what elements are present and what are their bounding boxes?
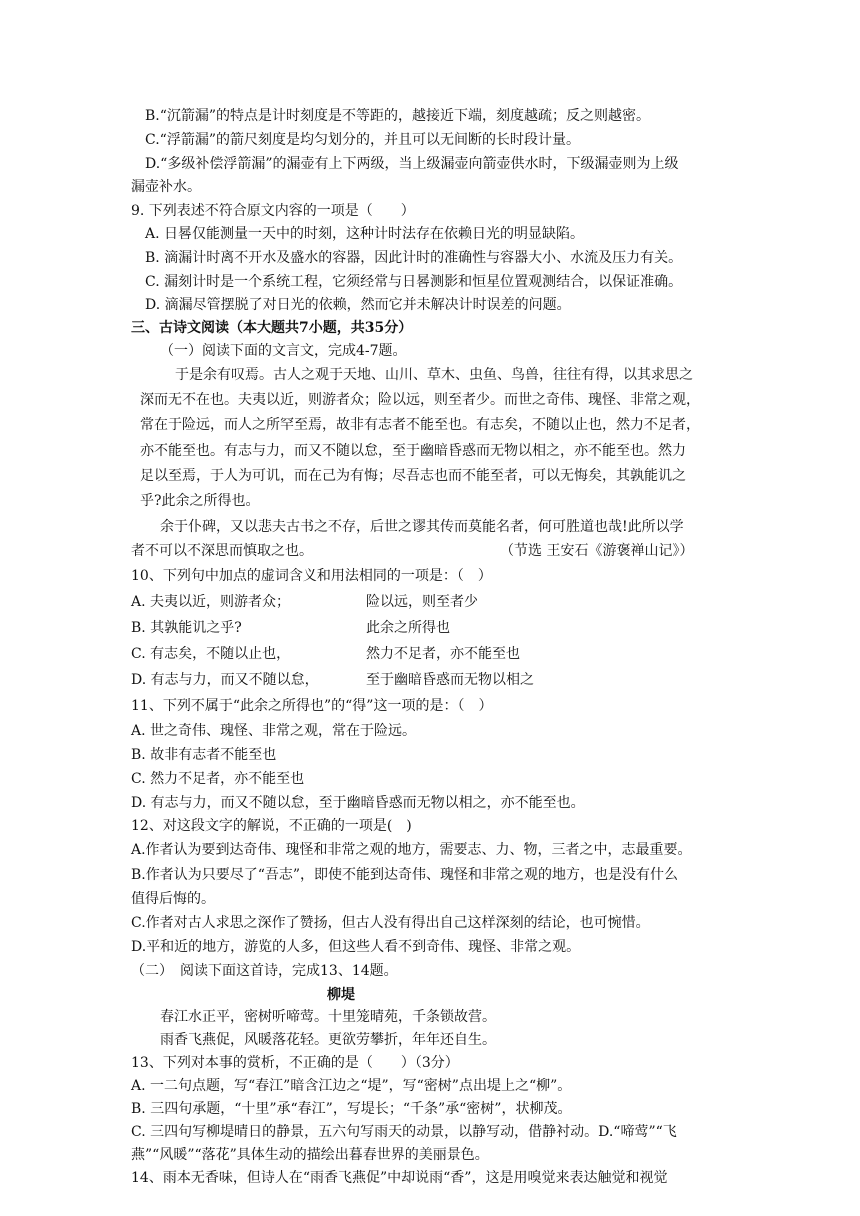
q12-option-c: C.作者对古人求思之深作了赞扬，但古人没有得出自己这样深刻的结论，也可惋惜。 xyxy=(131,915,650,931)
q12-option-d: D.平和近的地方，游览的人多，但这些人看不到奇伟、瑰怪、非常之观。 xyxy=(131,939,581,955)
poem-title: 柳堤 xyxy=(327,987,355,1003)
q8-option-c: C.“浮箭漏”的箭尺刻度是均匀划分的，并且可以无间断的长时段计量。 xyxy=(145,132,580,148)
q13-option-a: A. 一二句点题，写“春江”暗含江边之“堤”，写“密树”点出堤上之“柳”。 xyxy=(131,1078,572,1094)
q9-option-a: A. 日晷仅能测量一天中的时刻，这种计时法存在依赖日光的明显缺陷。 xyxy=(145,226,585,242)
passage-line: 者不可以不深思而慎取之也。 xyxy=(131,543,313,559)
poem-line: 雨香飞燕促，风暖落花轻。更欲劳攀折，年年还自生。 xyxy=(160,1032,496,1048)
q10-option-c-left: C. 有志矣，不随以止也， xyxy=(131,646,291,662)
q8-option-d: D.“多级补偿浮箭漏”的漏壶有上下两级，当上级漏壶向箭壶供水时，下级漏壶则为上级 xyxy=(145,156,679,172)
poem-line: 春江水正平，密树听啼莺。十里笼晴苑，千条锁故营。 xyxy=(160,1009,496,1025)
passage-line: 余于仆碑，又以悲夫古书之不存，后世之谬其传而莫能名者，何可胜道也哉!此所以学 xyxy=(160,519,684,535)
q10-option-a-left: A. 夫夷以近，则游者众； xyxy=(131,594,291,610)
passage-line: 足以至焉，于人为可讥，而在己为有悔；尽吾志也而不能至者，可以无悔矣，其孰能讥之 xyxy=(140,468,686,484)
q9-stem: 9. 下列表述不符合原文内容的一项是（ ） xyxy=(131,203,415,219)
q10-option-d-right: 至于幽暗昏惑而无物以相之 xyxy=(366,672,534,688)
q13-option-d-cont: 燕”“风暖”“落花”具体生动的描绘出暮春世界的美丽景色。 xyxy=(131,1147,489,1163)
q9-option-b: B. 滴漏计时离不开水及盛水的容器，因此计时的准确性与容器大小、水流及压力有关。 xyxy=(145,250,683,266)
subsection-one-instruction: （一）阅读下面的文言文，完成4-7题。 xyxy=(160,343,407,359)
q10-option-b-right: 此余之所得也 xyxy=(366,620,450,636)
q8-option-d-cont: 漏壶补水。 xyxy=(131,179,201,195)
q11-stem: 11、下列不属于“此余之所得也”的“得”这一项的是：（ ） xyxy=(131,698,493,714)
q11-option-b: B. 故非有志者不能至也 xyxy=(131,747,277,763)
subsection-two-instruction: （二） 阅读下面这首诗，完成13、14题。 xyxy=(131,963,398,979)
q10-option-a-right: 险以远，则至者少 xyxy=(366,594,478,610)
q9-option-d: D. 滴漏尽管摆脱了对日光的依赖，然而它并未解决计时误差的问题。 xyxy=(145,297,571,313)
passage-line: 于是余有叹焉。古人之观于天地、山川、草木、虫鱼、鸟兽，往往有得，以其求思之 xyxy=(175,367,693,383)
q10-option-c-right: 然力不足者，亦不能至也 xyxy=(366,646,520,662)
passage-line: 亦不能至也。有志与力，而又不随以怠，至于幽暗昏惑而无物以相之，亦不能至也。然力 xyxy=(140,443,686,459)
q14-stem: 14、雨本无香味，但诗人在“雨香飞燕促”中却说雨“香”，这是用嗅觉来表达触觉和视觉 xyxy=(131,1170,668,1186)
q13-stem: 13、下列对本事的赏析，不正确的是（ ）（3分） xyxy=(131,1055,459,1071)
q12-stem: 12、对这段文字的解说，不正确的一项是( ) xyxy=(131,818,412,834)
q11-option-d: D. 有志与力，而又不随以怠，至于幽暗昏惑而无物以相之，亦不能至也。 xyxy=(131,795,585,811)
q9-option-c: C. 漏刻计时是一个系统工程，它须经常与日晷测影和恒星位置观测结合，以保证准确。 xyxy=(145,274,683,290)
q10-option-b-left: B. 其孰能讥之乎? xyxy=(131,620,242,636)
q12-option-a: A.作者认为要到达奇伟、瑰怪和非常之观的地方，需要志、力、物，三者之中，志最重要。 xyxy=(131,842,692,858)
q11-option-c: C. 然力不足者，亦不能至也 xyxy=(131,771,305,787)
q12-option-b-cont: 值得后悔的。 xyxy=(131,891,215,907)
q13-option-b: B. 三四句承题，“十里”承“春江”，写堤长；“千条”承“密树”，状柳茂。 xyxy=(131,1101,572,1117)
q10-option-d-left: D. 有志与力，而又不随以怠， xyxy=(131,672,319,688)
q8-option-b: B.“沉箭漏”的特点是计时刻度是不等距的，越接近下端，刻度越疏；反之则越密。 xyxy=(145,108,651,124)
q11-option-a: A. 世之奇伟、瑰怪、非常之观，常在于险远。 xyxy=(131,723,417,739)
q13-option-c-d: C. 三四句写柳堤晴日的静景，五六句写雨天的动景，以静写动，借静衬动。D.“啼莺”“飞 xyxy=(131,1124,677,1140)
section-three-heading: 三、古诗文阅读（本大题共7小题，共35分） xyxy=(131,320,413,336)
passage-source: （节选 王安石《游褒禅山记》） xyxy=(500,543,694,559)
passage-line: 常在于险远，而人之所罕至焉，故非有志者不能至也。有志矣，不随以止也，然力不足者， xyxy=(140,417,700,433)
q10-stem: 10、下列句中加点的虚词含义和用法相同的一项是：（ ） xyxy=(131,568,492,584)
passage-line: 乎?此余之所得也。 xyxy=(140,493,260,509)
q12-option-b: B.作者认为只要尽了“吾志”，即使不能到达奇伟、瑰怪和非常之观的地方，也是没有什么 xyxy=(131,867,679,883)
passage-line: 深而无不在也。夫夷以近，则游者众；险以远，则至者少。而世之奇伟、瑰怪、非常之观， xyxy=(140,392,700,408)
